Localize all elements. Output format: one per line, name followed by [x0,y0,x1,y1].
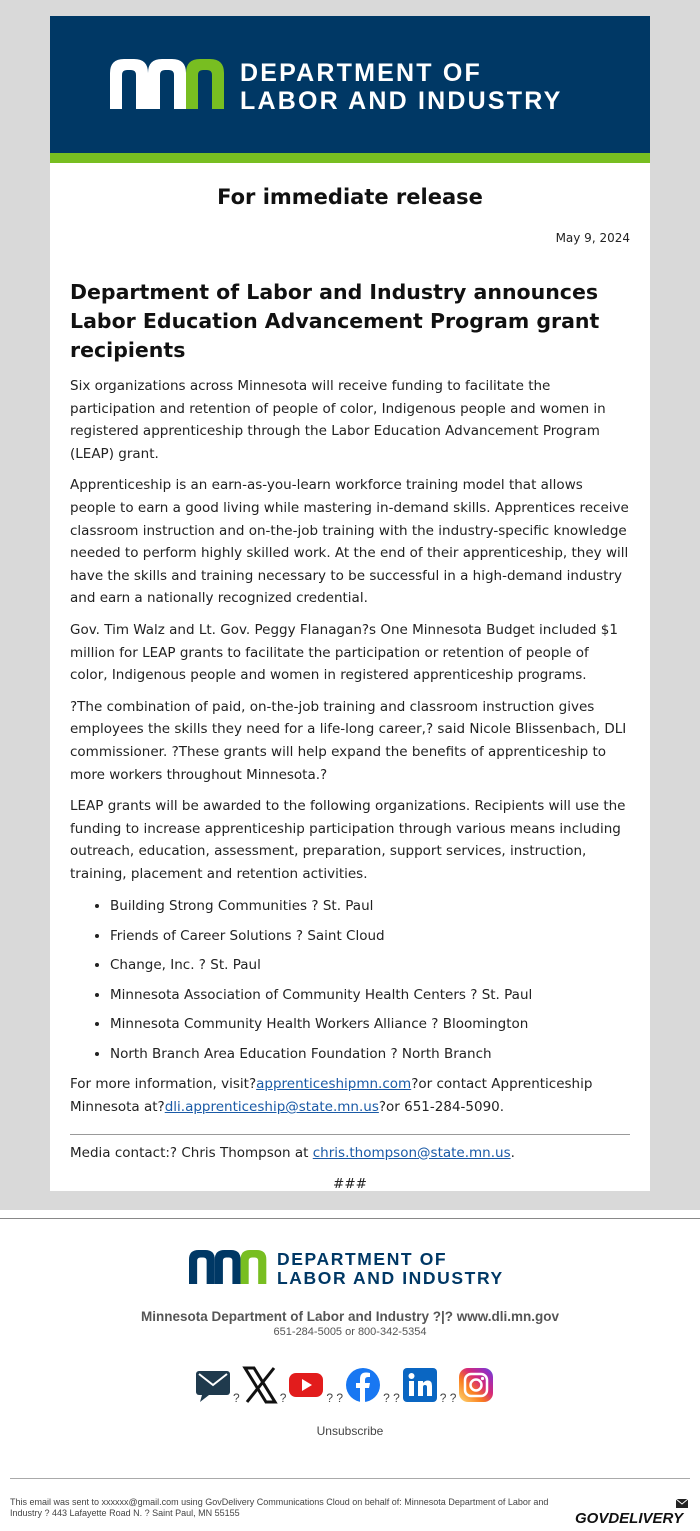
youtube-icon[interactable] [287,1366,325,1404]
separator: ? [279,1391,287,1405]
email-card [50,16,650,1191]
unsubscribe-link[interactable]: Unsubscribe [316,1424,384,1438]
govdelivery-text: GOVDELIVERY [575,1510,684,1527]
header-green-bar [50,153,650,163]
linkedin-icon[interactable] [401,1366,439,1404]
x-icon[interactable] [241,1366,279,1404]
paragraph-2: Apprenticeship is an earn-as-you-learn workforce training model that allows people to earn a good living while mastering in-demand skills. Apprentices receive classroom instruction and on-the-job training with the industry-specific knowledge needed to perform highly skilled work. At the end of their apprenticeship, they will have the skills and training necessary to be successful in a high-demand industry and earn a nationally recognized credential. [70,477,629,607]
footer-divider [0,1218,700,1219]
more-info-prefix: For more information, visit? [70,1076,257,1093]
media-email-link[interactable]: chris.thompson@state.mn.us [312,1144,511,1161]
more-info-middle: ?or contact Apprenticeship Minnesota at? [70,1076,593,1116]
separator: ? ? [326,1391,344,1405]
footer-logo-line1: DEPARTMENT OF [277,1249,448,1269]
govdelivery-logo [575,1497,691,1527]
footer-logo-text [277,1250,504,1288]
bottom-divider [10,1478,690,1479]
paragraph-4-quote: ?The combination of paid, on-the-job training and classroom instruction gives employees the skills they need for a life-long career,? said Nicole Blissenbach, DLI commissioner. ?These grants will help expand the benefits of apprenticeship to more workers throughout Minnesota.? [70,698,627,783]
end-mark: ### [333,1175,367,1192]
header-banner [50,16,650,153]
fine-print: This email was sent to xxxxxx@gmail.com using GovDelivery Communications Cloud on behalf of: Minnesota Department of Labor and Industry ? 443 Lafayette Road N. ? Saint Paul, MN 55155 [10,1497,549,1518]
list-item: • North Branch Area Education Foundation ? North Branch [110,1044,630,1064]
more-info-suffix: ?or 651-284-5090. [378,1099,505,1116]
divider [70,1134,630,1135]
instagram-icon[interactable] [457,1366,495,1404]
paragraph-5: LEAP grants will be awarded to the following organizations. Recipients will use the funding to increase apprenticeship participation through various means including outreach, education, assessment, preparation, support services, instruction, training, placement and retention activities. [70,798,626,882]
separator: ? ? [439,1391,457,1405]
headline: Department of Labor and Industry announces Labor Education Advancement Program grant recipients [70,280,600,362]
media-prefix: Media contact:? Chris Thompson at [70,1144,313,1161]
footer-org-line: Minnesota Department of Labor and Industry ?|? www.dli.mn.gov [140,1309,560,1324]
mn-logo-icon [110,59,225,109]
list-item: • Change, Inc. ? St. Paul [110,955,630,975]
paragraph-1: Six organizations across Minnesota will receive funding to facilitate the participation and retention of people of color, Indigenous people and women in registered apprenticeship through the Labor Education Advancement Program (LEAP) grant. [70,378,606,462]
paragraph-3: Gov. Tim Walz and Lt. Gov. Peggy Flanagan?s One Minnesota Budget included $1 million for LEAP grants to facilitate the participation or retention of people of color, Indigenous people and women in registered apprenticeship programs. [70,621,618,684]
apprenticeship-email-link[interactable]: dli.apprenticeship@state.mn.us [164,1099,379,1116]
header-logo-line1: DEPARTMENT OF [240,59,483,87]
header-logo-text [240,59,562,115]
email-icon[interactable] [194,1366,232,1404]
media-contact [70,1143,630,1163]
list-item: • Minnesota Association of Community Health Centers ? St. Paul [110,985,630,1005]
article-body [70,278,630,1192]
header-logo-line2: LABOR AND INDUSTRY [240,87,563,115]
more-info [70,1073,630,1118]
list-item: • Minnesota Community Health Workers Alliance ? Bloomington [110,1014,630,1034]
footer-logo-line2: LABOR AND INDUSTRY [277,1268,504,1288]
list-item: • Building Strong Communities ? St. Paul [110,896,630,916]
separator: ? ? [383,1391,400,1405]
facebook-icon[interactable] [344,1366,382,1404]
social-links [194,1362,495,1404]
separator: ? [233,1391,240,1405]
media-suffix: . [510,1144,515,1161]
apprenticeship-link[interactable]: apprenticeshipmn.com [256,1076,412,1093]
list-item: • Friends of Career Solutions ? Saint Cloud [110,926,630,946]
release-label: For immediate release [217,185,483,209]
footer-mn-logo-icon [189,1250,267,1284]
footer-phones: 651-284-5005 or 800-342-5354 [273,1326,427,1338]
release-date: May 9, 2024 [555,231,630,245]
recipient-list [90,896,630,1064]
